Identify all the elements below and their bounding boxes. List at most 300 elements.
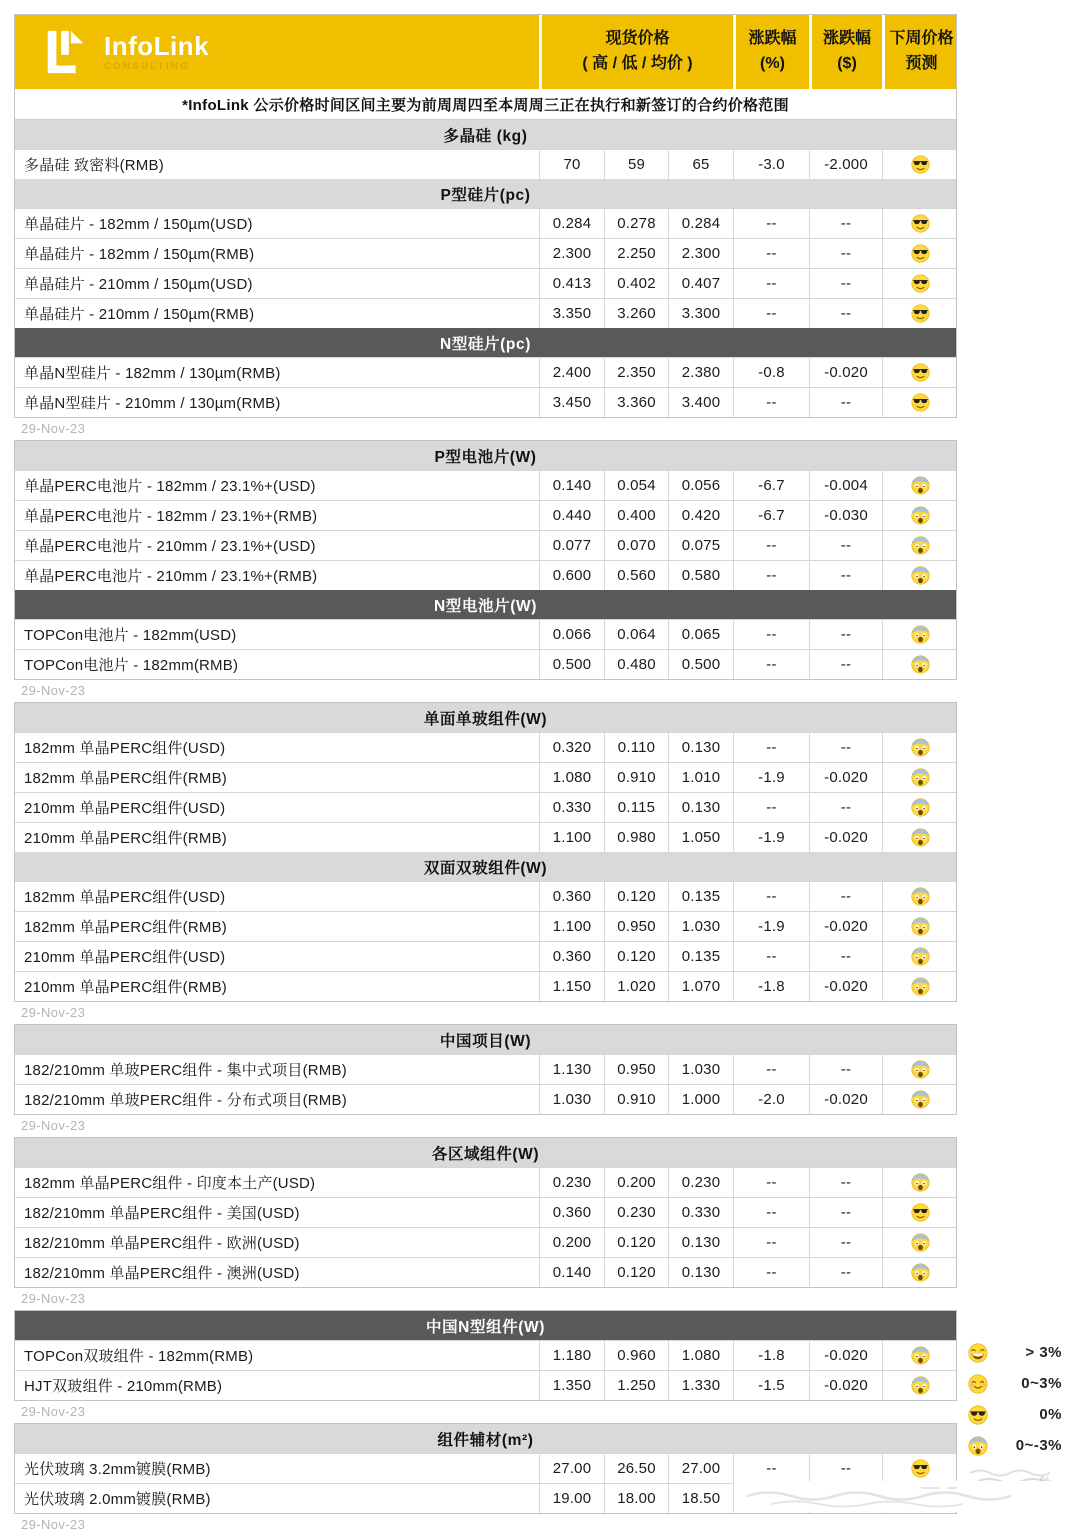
change-pct: -- bbox=[733, 882, 809, 911]
section-header: P型电池片(W) bbox=[15, 441, 956, 470]
price-low: 0.980 bbox=[604, 823, 668, 852]
change-pct: -- bbox=[733, 1454, 809, 1483]
forecast-cell bbox=[882, 471, 958, 500]
price-low: 18.00 bbox=[604, 1484, 668, 1513]
column-header-forecast: 下周价格 预测 bbox=[882, 15, 958, 89]
price-high: 0.360 bbox=[539, 882, 604, 911]
price-avg: 1.010 bbox=[668, 763, 733, 792]
scream-emoji-icon bbox=[911, 1346, 930, 1365]
forecast-cell bbox=[882, 1228, 958, 1257]
table-row bbox=[15, 881, 956, 911]
product-label: 单晶硅片 - 182mm / 150µm(USD) bbox=[24, 216, 253, 233]
change-pct: -- bbox=[733, 388, 809, 417]
product-label: 单晶硅片 - 210mm / 150µm(RMB) bbox=[24, 306, 255, 323]
table-row bbox=[15, 1054, 956, 1084]
change-usd: -- bbox=[809, 561, 882, 590]
change-pct: -- bbox=[733, 269, 809, 298]
forecast-cell bbox=[882, 972, 958, 1001]
forecast-cell bbox=[882, 763, 958, 792]
section-header: N型电池片(W) bbox=[15, 590, 956, 619]
price-high: 0.330 bbox=[539, 793, 604, 822]
sunglasses-emoji-icon bbox=[911, 155, 930, 174]
infolink-logo bbox=[15, 15, 539, 89]
table-row bbox=[15, 619, 956, 649]
price-low: 3.360 bbox=[604, 388, 668, 417]
table-row bbox=[15, 1197, 956, 1227]
forecast-cell bbox=[882, 531, 958, 560]
sunglasses-emoji-icon bbox=[911, 304, 930, 323]
change-usd: -- bbox=[809, 1228, 882, 1257]
price-high: 0.140 bbox=[539, 1258, 604, 1287]
table-row bbox=[15, 1453, 956, 1483]
change-usd: -0.030 bbox=[809, 501, 882, 530]
price-high: 0.140 bbox=[539, 471, 604, 500]
change-usd: -0.020 bbox=[809, 1371, 882, 1400]
scream-emoji-icon bbox=[911, 536, 930, 555]
forecast-cell bbox=[882, 1168, 958, 1197]
scream-emoji-icon bbox=[911, 828, 930, 847]
product-label: 单晶PERC电池片 - 182mm / 23.1%+(RMB) bbox=[24, 508, 318, 525]
change-usd: -- bbox=[809, 650, 882, 679]
change-usd: -- bbox=[809, 1258, 882, 1287]
section-header: 中国项目(W) bbox=[15, 1025, 956, 1054]
change-pct: -- bbox=[733, 793, 809, 822]
price-avg: 0.230 bbox=[668, 1168, 733, 1197]
price-high: 3.350 bbox=[539, 299, 604, 328]
price-table-block bbox=[14, 1310, 957, 1401]
change-pct: -- bbox=[733, 733, 809, 762]
change-usd: -- bbox=[809, 388, 882, 417]
product-label: 210mm 单晶PERC组件(USD) bbox=[24, 800, 226, 817]
change-usd: -- bbox=[809, 733, 882, 762]
change-pct: -- bbox=[733, 239, 809, 268]
price-low: 0.120 bbox=[604, 882, 668, 911]
table-row bbox=[15, 268, 956, 298]
price-high: 1.080 bbox=[539, 763, 604, 792]
product-label: TOPCon双玻组件 - 182mm(RMB) bbox=[24, 1348, 254, 1365]
change-usd: -- bbox=[809, 1168, 882, 1197]
sunglasses-emoji-icon bbox=[911, 214, 930, 233]
scream-emoji-icon bbox=[911, 917, 930, 936]
product-label: 光伏玻璃 3.2mm镀膜(RMB) bbox=[24, 1461, 211, 1478]
legend-label: 0~-3% bbox=[1015, 1437, 1062, 1454]
product-label: 182mm 单晶PERC组件 - 印度本土产(USD) bbox=[24, 1175, 316, 1192]
change-pct: -- bbox=[733, 942, 809, 971]
product-label: 多晶硅 致密料(RMB) bbox=[24, 157, 164, 174]
forecast-cell bbox=[882, 299, 958, 328]
scream-emoji-icon bbox=[911, 655, 930, 674]
forecast-cell bbox=[882, 501, 958, 530]
price-low: 0.054 bbox=[604, 471, 668, 500]
legend-smile-icon bbox=[968, 1374, 988, 1394]
change-usd: -- bbox=[809, 209, 882, 238]
scream-emoji-icon bbox=[911, 476, 930, 495]
price-high: 0.360 bbox=[539, 1198, 604, 1227]
change-usd: -- bbox=[809, 239, 882, 268]
forecast-cell bbox=[882, 209, 958, 238]
price-table-block bbox=[14, 1137, 957, 1288]
change-usd: -- bbox=[809, 1055, 882, 1084]
forecast-cell bbox=[882, 150, 958, 179]
erased-scribble bbox=[741, 1482, 1055, 1512]
change-pct: -- bbox=[733, 1258, 809, 1287]
price-low: 59 bbox=[604, 150, 668, 179]
grinning-emoji-icon bbox=[968, 1343, 988, 1363]
change-usd: -0.020 bbox=[809, 823, 882, 852]
price-low: 0.950 bbox=[604, 912, 668, 941]
price-high: 1.150 bbox=[539, 972, 604, 1001]
price-avg: 0.284 bbox=[668, 209, 733, 238]
forecast-cell bbox=[882, 1371, 958, 1400]
smiling-emoji-icon bbox=[968, 1374, 988, 1394]
price-low: 0.910 bbox=[604, 1085, 668, 1114]
legend-item bbox=[958, 1430, 1062, 1461]
date-label: 29-Nov-23 bbox=[21, 683, 86, 698]
price-low: 0.230 bbox=[604, 1198, 668, 1227]
sunglasses-emoji-icon bbox=[911, 1459, 930, 1478]
section-header: 双面双玻组件(W) bbox=[15, 852, 956, 881]
change-pct: -6.7 bbox=[733, 471, 809, 500]
price-avg: 0.420 bbox=[668, 501, 733, 530]
price-table bbox=[14, 14, 957, 1536]
scream-emoji-icon bbox=[911, 887, 930, 906]
sunglasses-emoji-icon bbox=[968, 1405, 988, 1425]
product-label: TOPCon电池片 - 182mm(USD) bbox=[24, 627, 237, 644]
scream-emoji-icon bbox=[911, 1376, 930, 1395]
change-pct: -- bbox=[733, 620, 809, 649]
price-table-block bbox=[14, 14, 957, 418]
product-label: 182mm 单晶PERC组件(RMB) bbox=[24, 919, 227, 936]
change-pct: -1.5 bbox=[733, 1371, 809, 1400]
price-high: 70 bbox=[539, 150, 604, 179]
change-usd: -- bbox=[809, 793, 882, 822]
change-usd: -- bbox=[809, 882, 882, 911]
table-row bbox=[15, 530, 956, 560]
scream-emoji-icon bbox=[911, 1060, 930, 1079]
infolink-logo-icon bbox=[41, 27, 91, 77]
product-label: TOPCon电池片 - 182mm(RMB) bbox=[24, 657, 239, 674]
table-row bbox=[15, 941, 956, 971]
forecast-cell bbox=[882, 1258, 958, 1287]
product-label: 210mm 单晶PERC组件(RMB) bbox=[24, 830, 227, 847]
price-low: 0.402 bbox=[604, 269, 668, 298]
price-avg: 0.135 bbox=[668, 882, 733, 911]
scream-emoji-icon bbox=[911, 1233, 930, 1252]
scream-emoji-icon bbox=[911, 738, 930, 757]
price-high: 1.130 bbox=[539, 1055, 604, 1084]
section-header: P型硅片(pc) bbox=[15, 179, 956, 208]
product-label: 单晶N型硅片 - 210mm / 130µm(RMB) bbox=[24, 395, 281, 412]
change-pct: -- bbox=[733, 209, 809, 238]
product-label: 单晶硅片 - 182mm / 150µm(RMB) bbox=[24, 246, 255, 263]
price-avg: 18.50 bbox=[668, 1484, 733, 1513]
change-usd: -- bbox=[809, 620, 882, 649]
section-header: N型硅片(pc) bbox=[15, 328, 956, 357]
price-avg: 1.330 bbox=[668, 1371, 733, 1400]
column-header-change-usd: 涨跌幅 ($) bbox=[809, 15, 882, 89]
price-avg: 0.130 bbox=[668, 1228, 733, 1257]
product-label: 光伏玻璃 2.0mm镀膜(RMB) bbox=[24, 1491, 211, 1508]
price-avg: 1.030 bbox=[668, 1055, 733, 1084]
table-row bbox=[15, 500, 956, 530]
forecast-cell bbox=[882, 793, 958, 822]
change-pct: -- bbox=[733, 1055, 809, 1084]
price-low: 0.950 bbox=[604, 1055, 668, 1084]
product-label: 182mm 单晶PERC组件(USD) bbox=[24, 740, 226, 757]
table-row bbox=[15, 1340, 956, 1370]
forecast-cell bbox=[882, 1085, 958, 1114]
forecast-cell bbox=[882, 239, 958, 268]
table-row bbox=[15, 149, 956, 179]
table-row bbox=[15, 560, 956, 590]
price-high: 2.300 bbox=[539, 239, 604, 268]
price-high: 0.066 bbox=[539, 620, 604, 649]
price-high: 3.450 bbox=[539, 388, 604, 417]
table-row bbox=[15, 357, 956, 387]
price-high: 0.320 bbox=[539, 733, 604, 762]
product-label: 182/210mm 单晶PERC组件 - 欧洲(USD) bbox=[24, 1235, 300, 1252]
change-usd: -0.020 bbox=[809, 1085, 882, 1114]
forecast-cell bbox=[882, 1454, 958, 1483]
change-pct: -- bbox=[733, 531, 809, 560]
forecast-cell bbox=[882, 620, 958, 649]
change-pct: -6.7 bbox=[733, 501, 809, 530]
price-low: 1.020 bbox=[604, 972, 668, 1001]
scream-emoji-icon bbox=[911, 947, 930, 966]
price-avg: 1.000 bbox=[668, 1085, 733, 1114]
change-pct: -- bbox=[733, 561, 809, 590]
change-usd: -- bbox=[809, 531, 882, 560]
price-low: 0.120 bbox=[604, 1228, 668, 1257]
section-header: 组件辅材(m²) bbox=[15, 1424, 956, 1453]
price-high: 0.440 bbox=[539, 501, 604, 530]
forecast-cell bbox=[882, 269, 958, 298]
column-header-change-pct: 涨跌幅 (%) bbox=[733, 15, 809, 89]
legend-label: 0% bbox=[1039, 1406, 1062, 1423]
price-high: 0.200 bbox=[539, 1228, 604, 1257]
change-pct: -1.8 bbox=[733, 1341, 809, 1370]
section-header: 单面单玻组件(W) bbox=[15, 703, 956, 732]
price-high: 1.180 bbox=[539, 1341, 604, 1370]
price-avg: 0.135 bbox=[668, 942, 733, 971]
brand-name: InfoLink bbox=[104, 30, 210, 61]
change-usd: -- bbox=[809, 1454, 882, 1483]
price-avg: 0.075 bbox=[668, 531, 733, 560]
product-label: 182/210mm 单玻PERC组件 - 分布式项目(RMB) bbox=[24, 1092, 347, 1109]
product-label: 182/210mm 单晶PERC组件 - 澳洲(USD) bbox=[24, 1265, 300, 1282]
price-avg: 1.050 bbox=[668, 823, 733, 852]
change-pct: -0.8 bbox=[733, 358, 809, 387]
change-pct: -1.9 bbox=[733, 912, 809, 941]
price-low: 0.960 bbox=[604, 1341, 668, 1370]
forecast-legend bbox=[958, 1337, 1062, 1492]
scream-emoji-icon bbox=[911, 1173, 930, 1192]
price-high: 0.077 bbox=[539, 531, 604, 560]
scream-emoji-icon bbox=[911, 1263, 930, 1282]
price-low: 0.120 bbox=[604, 1258, 668, 1287]
price-low: 3.260 bbox=[604, 299, 668, 328]
change-usd: -- bbox=[809, 269, 882, 298]
table-row bbox=[15, 822, 956, 852]
product-label: 单晶PERC电池片 - 182mm / 23.1%+(USD) bbox=[24, 478, 316, 495]
product-label: 单晶PERC电池片 - 210mm / 23.1%+(USD) bbox=[24, 538, 316, 555]
price-avg: 0.056 bbox=[668, 471, 733, 500]
scream-emoji-icon bbox=[968, 1436, 988, 1456]
forecast-cell bbox=[882, 1198, 958, 1227]
price-low: 0.064 bbox=[604, 620, 668, 649]
price-low: 0.120 bbox=[604, 942, 668, 971]
change-usd: -- bbox=[809, 942, 882, 971]
change-pct: -1.9 bbox=[733, 763, 809, 792]
price-high: 27.00 bbox=[539, 1454, 604, 1483]
legend-cool-icon bbox=[968, 1405, 988, 1425]
table-row bbox=[15, 762, 956, 792]
price-high: 1.350 bbox=[539, 1371, 604, 1400]
legend-scream-icon bbox=[968, 1436, 988, 1456]
date-label: 29-Nov-23 bbox=[21, 421, 86, 436]
change-usd: -0.020 bbox=[809, 972, 882, 1001]
legend-item bbox=[958, 1337, 1062, 1368]
date-label: 29-Nov-23 bbox=[21, 1291, 86, 1306]
change-pct: -3.0 bbox=[733, 150, 809, 179]
product-label: 210mm 单晶PERC组件(RMB) bbox=[24, 979, 227, 996]
product-label: 182/210mm 单晶PERC组件 - 美国(USD) bbox=[24, 1205, 300, 1222]
brand-subtitle: CONSULTING bbox=[104, 60, 191, 72]
section-header: 各区域组件(W) bbox=[15, 1138, 956, 1167]
price-avg: 0.500 bbox=[668, 650, 733, 679]
price-avg: 1.070 bbox=[668, 972, 733, 1001]
price-low: 0.115 bbox=[604, 793, 668, 822]
price-low: 0.200 bbox=[604, 1168, 668, 1197]
price-low: 2.250 bbox=[604, 239, 668, 268]
change-pct: -- bbox=[733, 299, 809, 328]
price-avg: 3.300 bbox=[668, 299, 733, 328]
price-low: 0.110 bbox=[604, 733, 668, 762]
price-high: 0.284 bbox=[539, 209, 604, 238]
price-avg: 2.380 bbox=[668, 358, 733, 387]
section-header: 中国N型组件(W) bbox=[15, 1311, 956, 1340]
legend-item bbox=[958, 1399, 1062, 1430]
sunglasses-emoji-icon bbox=[911, 274, 930, 293]
price-table-block bbox=[14, 440, 957, 680]
price-avg: 0.065 bbox=[668, 620, 733, 649]
forecast-cell bbox=[882, 942, 958, 971]
price-low: 0.400 bbox=[604, 501, 668, 530]
forecast-cell bbox=[882, 912, 958, 941]
product-label: 单晶N型硅片 - 182mm / 130µm(RMB) bbox=[24, 365, 281, 382]
price-avg: 2.300 bbox=[668, 239, 733, 268]
change-usd: -- bbox=[809, 1198, 882, 1227]
price-avg: 3.400 bbox=[668, 388, 733, 417]
price-high: 0.500 bbox=[539, 650, 604, 679]
forecast-cell bbox=[882, 1341, 958, 1370]
forecast-cell bbox=[882, 823, 958, 852]
price-high: 0.360 bbox=[539, 942, 604, 971]
price-low: 26.50 bbox=[604, 1454, 668, 1483]
table-row bbox=[15, 792, 956, 822]
table-row bbox=[15, 1167, 956, 1197]
table-row bbox=[15, 1370, 956, 1400]
scream-emoji-icon bbox=[911, 768, 930, 787]
change-usd: -- bbox=[809, 299, 882, 328]
table-row bbox=[15, 1084, 956, 1114]
forecast-cell bbox=[882, 1055, 958, 1084]
table-row bbox=[15, 1227, 956, 1257]
price-avg: 1.030 bbox=[668, 912, 733, 941]
price-avg: 65 bbox=[668, 150, 733, 179]
price-avg: 0.330 bbox=[668, 1198, 733, 1227]
sunglasses-emoji-icon bbox=[911, 363, 930, 382]
change-pct: -- bbox=[733, 650, 809, 679]
product-label: 182mm 单晶PERC组件(USD) bbox=[24, 889, 226, 906]
change-pct: -1.8 bbox=[733, 972, 809, 1001]
price-high: 2.400 bbox=[539, 358, 604, 387]
table-masthead bbox=[15, 15, 956, 89]
change-pct: -2.0 bbox=[733, 1085, 809, 1114]
price-period-note: *InfoLink 公示价格时间区间主要为前周周四至本周周三正在执行和新签订的合约价格范围 bbox=[15, 89, 956, 120]
scream-emoji-icon bbox=[911, 625, 930, 644]
change-usd: -0.020 bbox=[809, 763, 882, 792]
date-label: 29-Nov-23 bbox=[21, 1517, 86, 1532]
table-row bbox=[15, 470, 956, 500]
table-row bbox=[15, 298, 956, 328]
date-label: 29-Nov-23 bbox=[21, 1005, 86, 1020]
price-high: 0.413 bbox=[539, 269, 604, 298]
product-label: 单晶PERC电池片 - 210mm / 23.1%+(RMB) bbox=[24, 568, 318, 585]
price-low: 0.070 bbox=[604, 531, 668, 560]
price-high: 1.100 bbox=[539, 823, 604, 852]
price-high: 1.100 bbox=[539, 912, 604, 941]
column-header-spot-price bbox=[539, 15, 733, 89]
price-high: 0.600 bbox=[539, 561, 604, 590]
price-table-block bbox=[14, 702, 957, 1002]
table-row bbox=[15, 387, 956, 417]
price-high: 1.030 bbox=[539, 1085, 604, 1114]
scream-emoji-icon bbox=[911, 977, 930, 996]
forecast-cell bbox=[882, 358, 958, 387]
legend-label: 0~3% bbox=[1021, 1375, 1062, 1392]
sunglasses-emoji-icon bbox=[911, 244, 930, 263]
price-avg: 27.00 bbox=[668, 1454, 733, 1483]
product-label: 182/210mm 单玻PERC组件 - 集中式项目(RMB) bbox=[24, 1062, 347, 1079]
change-usd: -0.020 bbox=[809, 912, 882, 941]
sunglasses-emoji-icon bbox=[911, 1203, 930, 1222]
table-row bbox=[15, 238, 956, 268]
table-row bbox=[15, 911, 956, 941]
change-pct: -- bbox=[733, 1198, 809, 1227]
scream-emoji-icon bbox=[911, 798, 930, 817]
price-low: 1.250 bbox=[604, 1371, 668, 1400]
section-header: 多晶硅 (kg) bbox=[15, 120, 956, 149]
product-label: HJT双玻组件 - 210mm(RMB) bbox=[24, 1378, 223, 1395]
price-high: 0.230 bbox=[539, 1168, 604, 1197]
legend-grin-icon bbox=[968, 1343, 988, 1363]
price-avg: 0.130 bbox=[668, 793, 733, 822]
price-avg: 0.130 bbox=[668, 733, 733, 762]
price-low: 0.560 bbox=[604, 561, 668, 590]
table-row bbox=[15, 208, 956, 238]
product-label: 210mm 单晶PERC组件(USD) bbox=[24, 949, 226, 966]
date-label: 29-Nov-23 bbox=[21, 1118, 86, 1133]
table-row bbox=[15, 649, 956, 679]
change-usd: -0.020 bbox=[809, 1341, 882, 1370]
table-row bbox=[15, 971, 956, 1001]
scream-emoji-icon bbox=[911, 506, 930, 525]
forecast-cell bbox=[882, 388, 958, 417]
price-avg: 1.080 bbox=[668, 1341, 733, 1370]
price-avg: 0.130 bbox=[668, 1258, 733, 1287]
product-label: 单晶硅片 - 210mm / 150µm(USD) bbox=[24, 276, 253, 293]
